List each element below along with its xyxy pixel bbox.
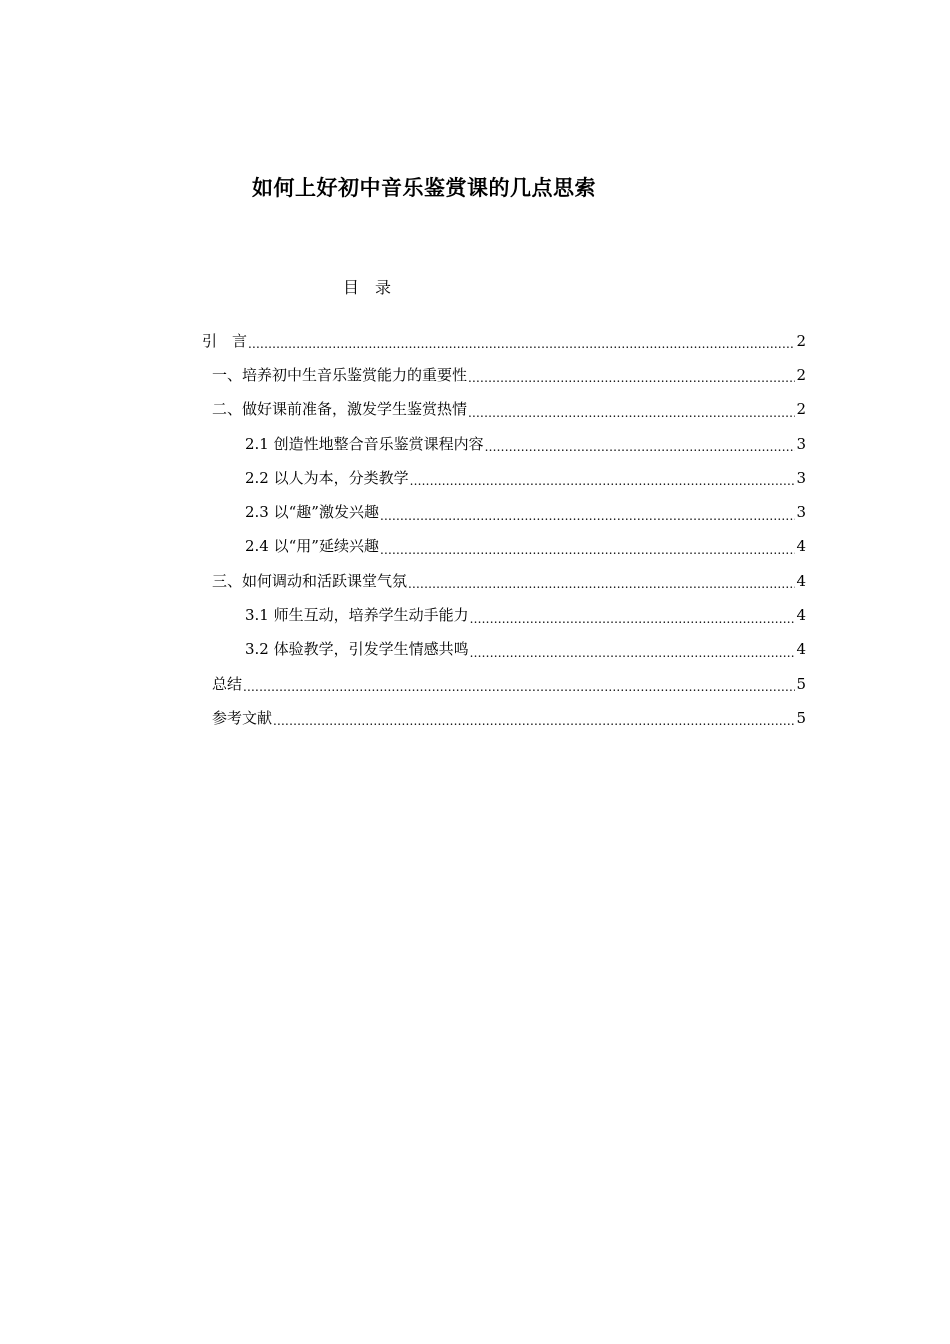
toc-entry-label: 引 言 xyxy=(202,331,248,350)
toc-dot-leader xyxy=(248,338,795,350)
toc-entry-label: 一、培养初中生音乐鉴赏能力的重要性 xyxy=(212,365,468,384)
toc-entry-page: 4 xyxy=(796,606,806,625)
toc-dot-leader xyxy=(468,407,795,419)
toc-entry-section-2-4[interactable] xyxy=(200,530,806,564)
page-title: 如何上好初中音乐鉴赏课的几点思索 xyxy=(252,175,596,200)
toc-entry-summary[interactable] xyxy=(200,667,806,701)
toc-entry-label: 3.2 体验教学，引发学生情感共鸣 xyxy=(245,640,469,659)
toc-entry-page: 3 xyxy=(796,468,806,487)
toc-entry-references[interactable] xyxy=(200,701,806,735)
toc-dot-leader xyxy=(470,647,796,659)
toc-dot-leader xyxy=(470,613,796,625)
toc-entry-section-1[interactable] xyxy=(200,358,806,392)
toc-dot-leader xyxy=(468,372,795,384)
toc-dot-leader xyxy=(408,578,795,590)
toc-entry-page: 2 xyxy=(796,331,806,350)
toc-entry-section-2-1[interactable] xyxy=(200,427,806,461)
toc-entry-section-2-3[interactable] xyxy=(200,495,806,529)
toc-entry-label: 3.1 师生互动，培养学生动手能力 xyxy=(245,606,469,625)
toc-entry-section-2[interactable] xyxy=(200,393,806,427)
toc-entry-section-3-2[interactable] xyxy=(200,633,806,667)
toc-entry-label: 2.1 创造性地整合音乐鉴赏课程内容 xyxy=(245,434,484,453)
toc-entry-section-2-2[interactable] xyxy=(200,461,806,495)
toc-entry-introduction[interactable] xyxy=(200,324,806,358)
toc-entry-label: 二、做好课前准备，激发学生鉴赏热情 xyxy=(212,400,468,419)
toc-dot-leader xyxy=(380,510,795,522)
toc-dot-leader xyxy=(243,681,795,693)
toc-entry-page: 4 xyxy=(796,640,806,659)
toc-entry-label: 2.4 以“用”延续兴趣 xyxy=(245,537,379,556)
toc-entry-label: 三、如何调动和活跃课堂气氛 xyxy=(212,571,408,590)
toc-entry-section-3[interactable] xyxy=(200,564,806,598)
toc-entry-page: 2 xyxy=(796,400,806,419)
toc-entry-page: 3 xyxy=(796,434,806,453)
toc-entry-page: 2 xyxy=(796,365,806,384)
toc-entry-page: 3 xyxy=(796,503,806,522)
toc-heading: 目 录 xyxy=(343,278,392,297)
toc-dot-leader xyxy=(485,441,796,453)
toc-entry-page: 4 xyxy=(796,537,806,556)
toc-entry-page: 5 xyxy=(796,708,806,727)
toc-entry-label: 2.2 以人为本，分类教学 xyxy=(245,468,409,487)
toc-dot-leader xyxy=(410,475,796,487)
toc-dot-leader xyxy=(273,715,795,727)
toc-entry-label: 总结 xyxy=(212,674,243,693)
toc-entry-section-3-1[interactable] xyxy=(200,598,806,632)
toc-entry-page: 4 xyxy=(796,571,806,590)
table-of-contents xyxy=(200,324,806,736)
toc-entry-label: 参考文献 xyxy=(212,708,273,727)
toc-entry-page: 5 xyxy=(796,674,806,693)
toc-dot-leader xyxy=(380,544,795,556)
toc-entry-label: 2.3 以“趣”激发兴趣 xyxy=(245,503,379,522)
